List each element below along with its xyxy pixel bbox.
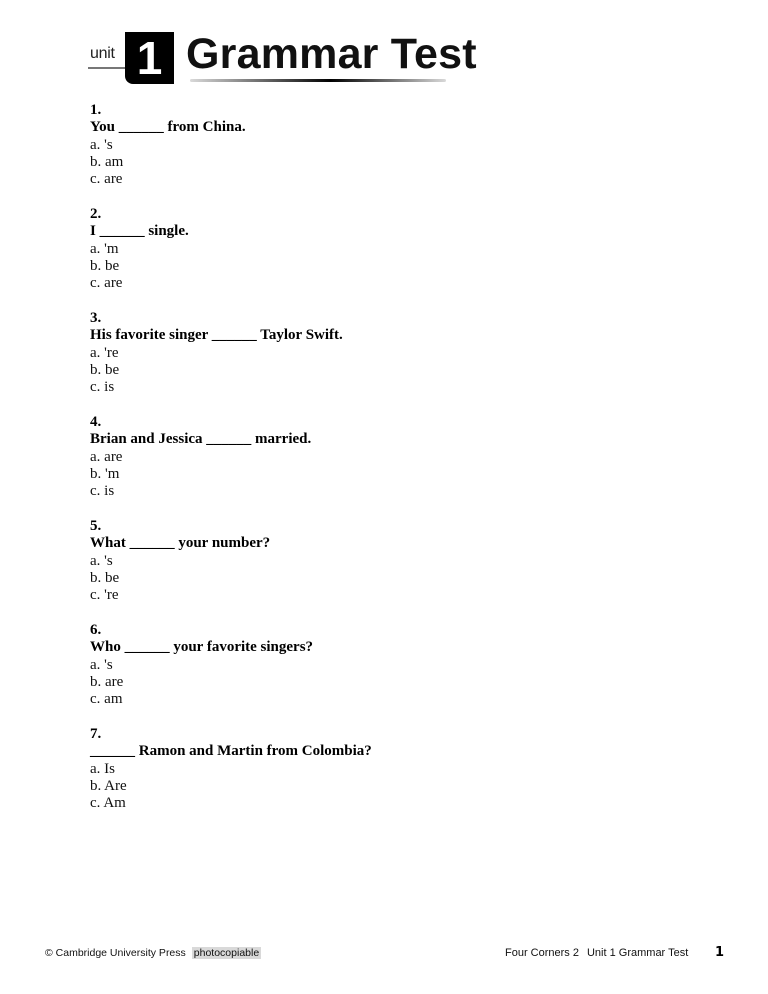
question-number: 5. <box>90 518 102 534</box>
option-b: b. am <box>90 153 124 170</box>
option-b: b. are <box>90 673 124 690</box>
option-c: c. are <box>90 275 123 292</box>
question-4 <box>90 414 372 518</box>
option-b: b. 'm <box>90 465 120 482</box>
book-title: Four Corners 2 <box>505 947 579 959</box>
page-title: Grammar Test <box>186 30 477 78</box>
title-underline <box>190 79 446 82</box>
option-b: b. be <box>90 361 120 378</box>
option-a: a. 's <box>90 656 113 673</box>
option-a: a. 'm <box>90 240 119 257</box>
page-header <box>0 0 768 95</box>
question-number: 1. <box>90 102 102 118</box>
question-text: Brian and Jessica ______ married. <box>90 431 312 448</box>
question-number: 2. <box>90 206 102 222</box>
question-5 <box>90 518 372 622</box>
photocopiable-badge: photocopiable <box>193 947 260 959</box>
question-text: Who ______ your favorite singers? <box>90 639 314 656</box>
footer-copyright <box>45 947 261 959</box>
question-3 <box>90 310 372 414</box>
question-text: His favorite singer ______ Taylor Swift. <box>90 327 343 344</box>
question-2 <box>90 206 372 310</box>
unit-number-badge: 1 <box>125 32 174 84</box>
footer-book-info <box>505 947 688 959</box>
option-a: a. 's <box>90 552 113 569</box>
option-c: c. Am <box>90 795 126 812</box>
question-number: 3. <box>90 310 102 326</box>
unit-label: unit <box>90 45 115 62</box>
unit-underline <box>88 67 125 69</box>
option-a: a. Is <box>90 760 115 777</box>
option-b: b. be <box>90 257 120 274</box>
question-7 <box>90 726 372 830</box>
option-c: c. am <box>90 691 123 708</box>
question-number: 7. <box>90 726 102 742</box>
option-c: c. 're <box>90 587 119 604</box>
question-number: 4. <box>90 414 102 430</box>
option-a: a. are <box>90 448 123 465</box>
question-6 <box>90 622 372 726</box>
question-1 <box>90 102 372 206</box>
question-list <box>90 102 372 830</box>
option-b: b. be <box>90 569 120 586</box>
question-text: You ______ from China. <box>90 119 246 136</box>
question-text: I ______ single. <box>90 223 189 240</box>
test-name: Unit 1 Grammar Test <box>586 947 689 959</box>
page-number: 1 <box>715 945 725 960</box>
option-a: a. 're <box>90 344 119 361</box>
question-text: ______ Ramon and Martin from Colombia? <box>90 743 372 760</box>
option-b: b. Are <box>90 777 127 794</box>
question-text: What ______ your number? <box>90 535 271 552</box>
option-c: c. is <box>90 483 115 500</box>
option-a: a. 's <box>90 136 113 153</box>
option-c: c. is <box>90 379 115 396</box>
copyright-text: © Cambridge University Press <box>45 947 186 959</box>
question-number: 6. <box>90 622 102 638</box>
option-c: c. are <box>90 171 123 188</box>
